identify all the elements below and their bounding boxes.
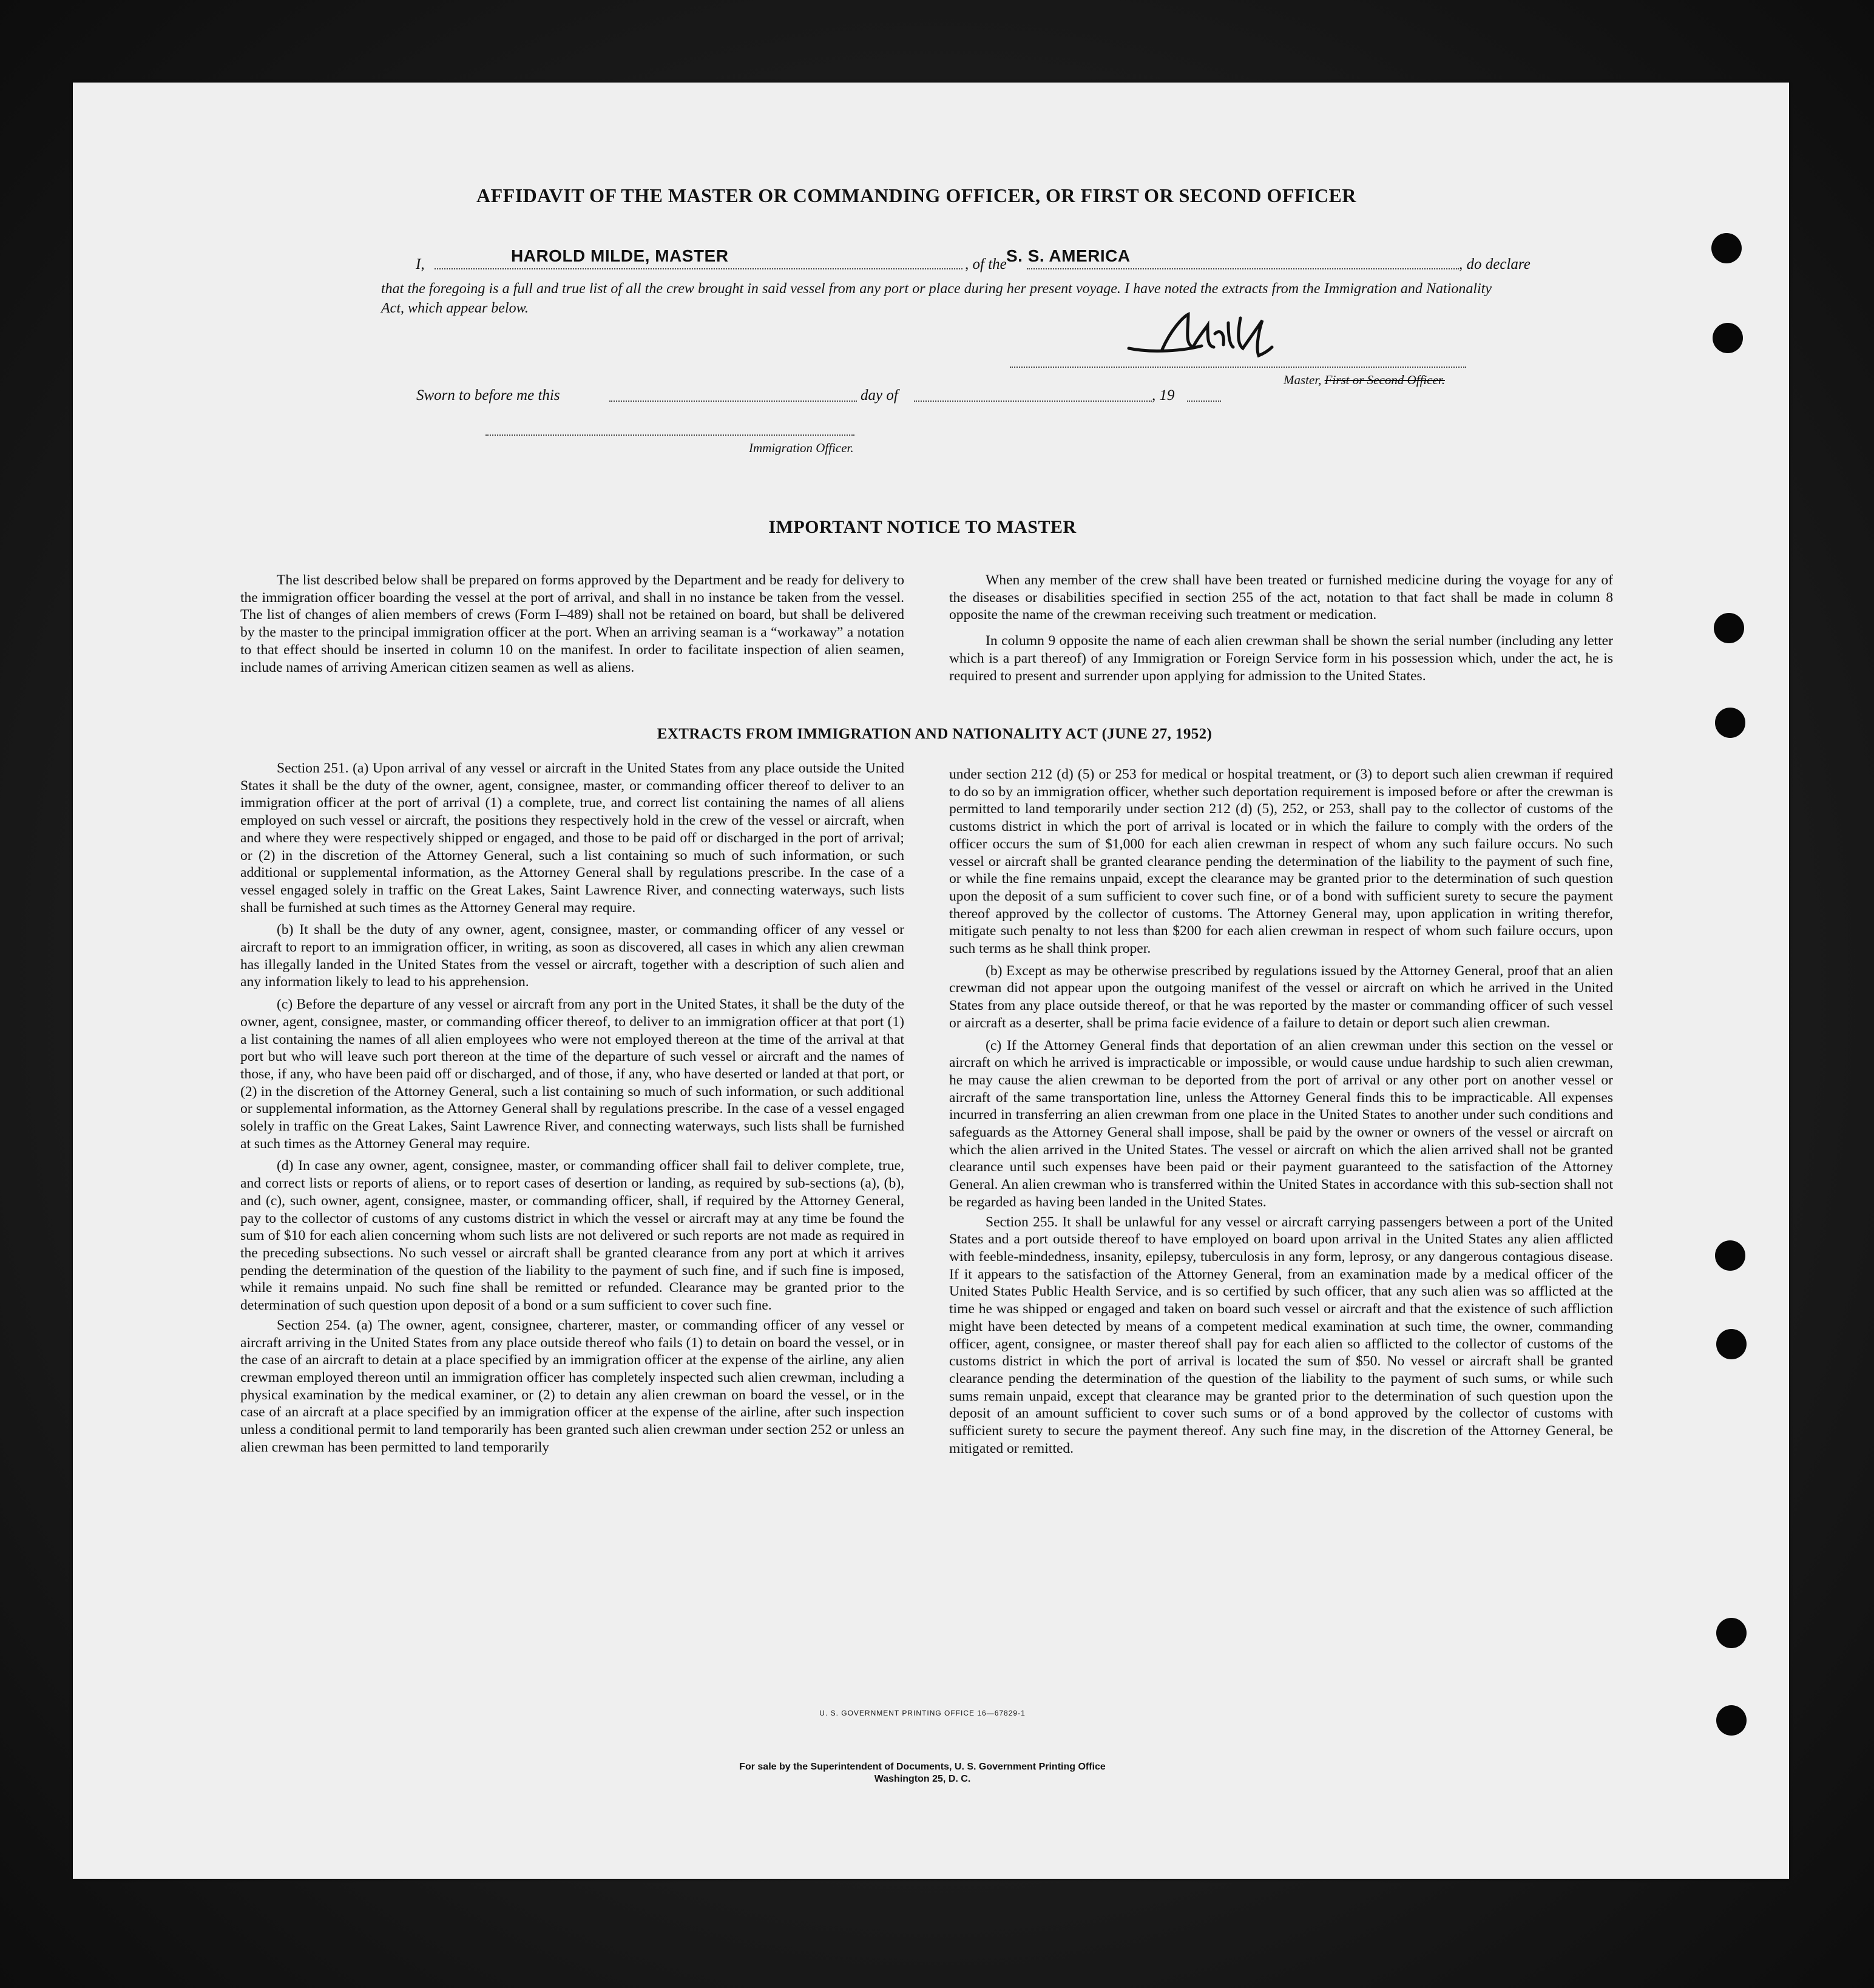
binder-hole bbox=[1715, 708, 1745, 738]
extract-left-paragraph: (d) In case any owner, agent, consignee, master, or commanding officer shall fail to deliver complete, true, and correct lists or reports of aliens, or to report cases of desertion or landing, as required by sub-sections (a), (b), and (c), such owner, agent, consignee, master, or commanding officer, shall, if required by the Attorney General, pay to the collector of customs of any customs district in which the vessel or aircraft may at any time be found the sum of $10 for each alien concerning whom such lists are not delivered or such reports are not made as required in the preceding subsections. No such vessel or aircraft shall be granted clearance from any port at which it arrives pending the determination of the question of the liability to the payment of such fine, and if such fine is imposed, while it remains unpaid. No such fine shall be remitted or refunded. Clearance may be granted prior to the determination of such question upon deposit of a bond or a sum sufficient to cover such fine. bbox=[240, 1158, 904, 1314]
master-signature bbox=[1117, 311, 1347, 365]
year-label: , 19 bbox=[1152, 387, 1175, 404]
printing-office-line: U. S. GOVERNMENT PRINTING OFFICE 16—67829-1 bbox=[819, 1709, 1026, 1717]
sworn-label: Sworn to before me this bbox=[416, 387, 560, 404]
master-name-line bbox=[435, 268, 962, 269]
vessel-name-value: S. S. AMERICA bbox=[1006, 246, 1131, 265]
day-of-label: day of bbox=[861, 387, 898, 404]
sale-line-1: For sale by the Superintendent of Documents, U. S. Government Printing Office bbox=[739, 1762, 1106, 1772]
sale-notice bbox=[680, 1761, 1165, 1785]
notice-right-paragraph-2: In column 9 opposite the name of each alien crewman shall be shown the serial number (including any letter which is a part thereof) of any Immigration or Foreign Service form in his possession which, under the act, he is required to present and surrender upon applying for admission to the United States. bbox=[949, 633, 1613, 684]
notice-title: IMPORTANT NOTICE TO MASTER bbox=[768, 517, 1077, 537]
notice-right-paragraph-1: When any member of the crew shall have been treated or furnished medicine during the voyage for any of the diseases or disabilities specified in section 255 of the act, notation to that fact shall be made in column 8 opposite the name of the crewman receiving such treatment or medication. bbox=[949, 572, 1613, 623]
notice-right-column bbox=[949, 572, 1613, 687]
extract-left-paragraph: Section 251. (a) Upon arrival of any vessel or aircraft in the United States from any place outside the United States it shall be the duty of the owner, agent, consignee, master, or commanding officer thereof to deliver to an immigration officer at the port of arrival (1) a complete, true, and correct list containing the names of all aliens employed on such vessel or aircraft, the positions they respectively hold in the crew of the vessel or aircraft, when and where they were respectively shipped or engaged, and those to be paid off or discharged in the port of arrival; or (2) in the discretion of the Attorney General, such a list containing so much of such information, or such additional or supplemental information, as the Attorney General shall by regulations prescribe. In the case of a vessel engaged solely in traffic on the Great Lakes, Saint Lawrence River, and connecting waterways, such lists shall be furnished at such times as the Attorney General may require. bbox=[240, 760, 904, 916]
document-page bbox=[73, 83, 1789, 1879]
binder-hole bbox=[1713, 323, 1743, 353]
declaration-text: that the foregoing is a full and true list of all the crew brought in said vessel from any port or place during her present voyage. I have noted the extracts from the Immigration and Nationality Act, which appear below. bbox=[381, 281, 1492, 316]
sworn-month-line bbox=[914, 401, 1152, 402]
binder-hole bbox=[1715, 1240, 1745, 1271]
immigration-officer-line bbox=[485, 434, 854, 436]
extracts-right-column bbox=[949, 766, 1613, 1459]
extract-right-paragraph: (b) Except as may be otherwise prescribed by regulations issued by the Attorney General, proof that an alien crewman did not appear upon the outgoing manifest of the vessel or aircraft on which he arrived in the United States from any place outside thereof, or that he was reported by the master or commanding officer of such vessel or aircraft as a deserter, shall be prima facie evidence of a failure to detain or deport such alien crewman. bbox=[949, 962, 1613, 1031]
struck-officer-label: First or Second Officer. bbox=[1324, 373, 1445, 387]
signature-line bbox=[1010, 367, 1466, 368]
master-name-value: HAROLD MILDE, MASTER bbox=[511, 246, 729, 265]
extract-right-paragraph: (c) If the Attorney General finds that deportation of an alien crewman under this section on the vessel or aircraft on which he arrived is impracticable or impossible, or would cause undue hardship to such alien crewman, he may cause the alien crewman to be deported from the port of arrival or any other port on another vessel or aircraft of the same transportation line, unless the Attorney General finds this to be impracticable. All expenses incurred in transferring an alien crewman from one place in the United States to another under such conditions and safeguards as the Attorney General shall impose, shall be paid by the owner or owners of the vessel or aircraft on which the alien arrived in the United States. The vessel or aircraft on which the alien arrived shall not be granted clearance until such expenses have been paid or their payment guaranteed to the satisfaction of the Attorney General. An alien crewman who is transferred within the United States in accordance with this sub-section shall not be regarded as having been landed in the United States. bbox=[949, 1037, 1613, 1210]
do-declare-label: , do declare bbox=[1459, 256, 1531, 272]
sale-line-2: Washington 25, D. C. bbox=[874, 1774, 971, 1784]
sworn-year-line bbox=[1187, 401, 1221, 402]
extracts-left-column bbox=[240, 760, 904, 1458]
of-the-label: , of the bbox=[965, 256, 1007, 272]
extracts-title: EXTRACTS FROM IMMIGRATION AND NATIONALITY ACT (JUNE 27, 1952) bbox=[657, 726, 1213, 742]
extract-right-paragraph: Section 255. It shall be unlawful for any vessel or aircraft carrying passengers between a port of the United States and a port outside thereof to have employed on board upon arrival in the United States any alien afflicted with feeble-mindedness, insanity, epilepsy, tuberculosis in any form, leprosy, or any dangerous contagious disease. If it appears to the satisfaction of the Attorney General, from an examination made by a medical officer of the United States Public Health Service, and is so certified by such officer, that any such alien was so afflicted at the time he was shipped or engaged and taken on board such vessel or aircraft and that the existence of such affliction might have been detected by means of a competent medical examination at such time, the owner, commanding officer, agent, consignee, or master thereof shall pay for each alien so afflicted to the collector of customs of the customs district in which the port of arrival is located the sum of $50. No vessel or aircraft shall be granted clearance pending the determination of the question of the liability to the payment of such sums, or while such sums remain unpaid, except that clearance may be granted prior to the determination of such question upon the deposit of an amount sufficient to cover such sums or of a bond approved by the collector of customs with sufficient surety to secure the payment thereof. Any such fine may, in the discretion of the Attorney General, be mitigated or remitted. bbox=[949, 1214, 1613, 1456]
binder-hole bbox=[1714, 613, 1744, 643]
binder-hole bbox=[1711, 233, 1742, 263]
form-title: AFFIDAVIT OF THE MASTER OR COMMANDING OFFICER, OR FIRST OR SECOND OFFICER bbox=[476, 184, 1356, 206]
extract-left-paragraph: (c) Before the departure of any vessel or aircraft from any port in the United States, it shall be the duty of the owner, agent, consignee, master, or commanding officer thereof, to deliver to an immigration officer at that port (1) a list containing the names of all alien employees who were not employed thereon at the time of the arrival at that port but who will leave such port thereon at the time of the departure of such vessel or aircraft and the names of those, if any, who have been paid off or discharged, and of those, if any, who have deserted or landed at that port, or (2) in the discretion of the Attorney General, such a list containing so much of such information, or such additional or supplemental information, as the Attorney General shall by regulations prescribe. In the case of a vessel engaged solely in traffic on the Great Lakes, Saint Lawrence River, and connecting waterways, such lists shall be furnished at such times as the Attorney General may require. bbox=[240, 996, 904, 1152]
extract-left-paragraph: Section 254. (a) The owner, agent, consignee, charterer, master, or commanding officer of any vessel or aircraft arriving in the United States from any place outside thereof who fails (1) to detain on board the vessel, or in the case of an aircraft to detain at a place specified by an immigration officer at the expense of the airline, any alien crewman employed thereon until an immigration officer has completely inspected such alien crewman, including a physical examination by the medical examiner, or (2) to detain any alien crewman on board the vessel, or in the case of an aircraft at a place specified by an immigration officer at the expense of the airline, after such inspection unless a conditional permit to land temporarily has been granted such alien crewman under section 252 or unless an alien crewman has been permitted to land temporarily bbox=[240, 1317, 904, 1455]
declare-i-label: I, bbox=[416, 256, 425, 272]
immigration-officer-label: Immigration Officer. bbox=[749, 441, 854, 455]
binder-hole bbox=[1716, 1618, 1747, 1648]
sworn-day-line bbox=[609, 401, 857, 402]
vessel-name-line bbox=[1027, 268, 1459, 269]
binder-hole bbox=[1716, 1705, 1747, 1736]
extract-right-paragraph: under section 212 (d) (5) or 253 for medical or hospital treatment, or (3) to deport such alien crewman if required to do so by an immigration officer, whether such deportation requirement is imposed before or after the crewman is permitted to land temporarily under section 212 (d) (5), 252, or 253, shall pay to the collector of customs of the customs district in which the port of arrival is located or in which the failure to comply with the orders of the officer occurs the sum of $1,000 for each alien crewman in respect of whom any such failure occurs. No such vessel or aircraft shall be granted clearance pending the determination of the liability to the payment of such fine, or while the fine remains unpaid, except the clearance may be granted prior to the determination of such question upon the deposit of a sum sufficient to cover such fine, or of a bond with sufficient surety to secure the payment thereof approved by the collector of customs. The Attorney General may, upon application in writing therefor, mitigate such penalty to not less than $200 for each alien crewman in respect of whom such failure occurs, upon such terms as he shall think proper. bbox=[949, 766, 1613, 957]
master-title-label: Master, First or Second Officer. bbox=[1284, 373, 1445, 387]
binder-hole bbox=[1716, 1329, 1747, 1359]
notice-left-column bbox=[240, 572, 904, 678]
extract-left-paragraph: (b) It shall be the duty of any owner, agent, consignee, master, or commanding officer of any vessel or aircraft to report to an immigration officer, in writing, as soon as discovered, all cases in which any alien crewman has illegally landed in the United States from the vessel or aircraft, together with a description of such alien and any information likely to lead to his apprehension. bbox=[240, 922, 904, 990]
notice-left-paragraph: The list described below shall be prepared on forms approved by the Department and be ready for delivery to the immigration officer boarding the vessel at the port of arrival, and shall in no instance be taken from the vessel. The list of changes of alien members of crews (Form I–489) shall not be retained on board, but shall be delivered by the master to the principal immigration officer at the port. When an arriving seaman is a “workaway” a notation to that effect should be inserted in column 10 on the manifest. In order to facilitate inspection of alien seamen, include names of arriving American citizen seamen as well as aliens. bbox=[240, 572, 904, 675]
